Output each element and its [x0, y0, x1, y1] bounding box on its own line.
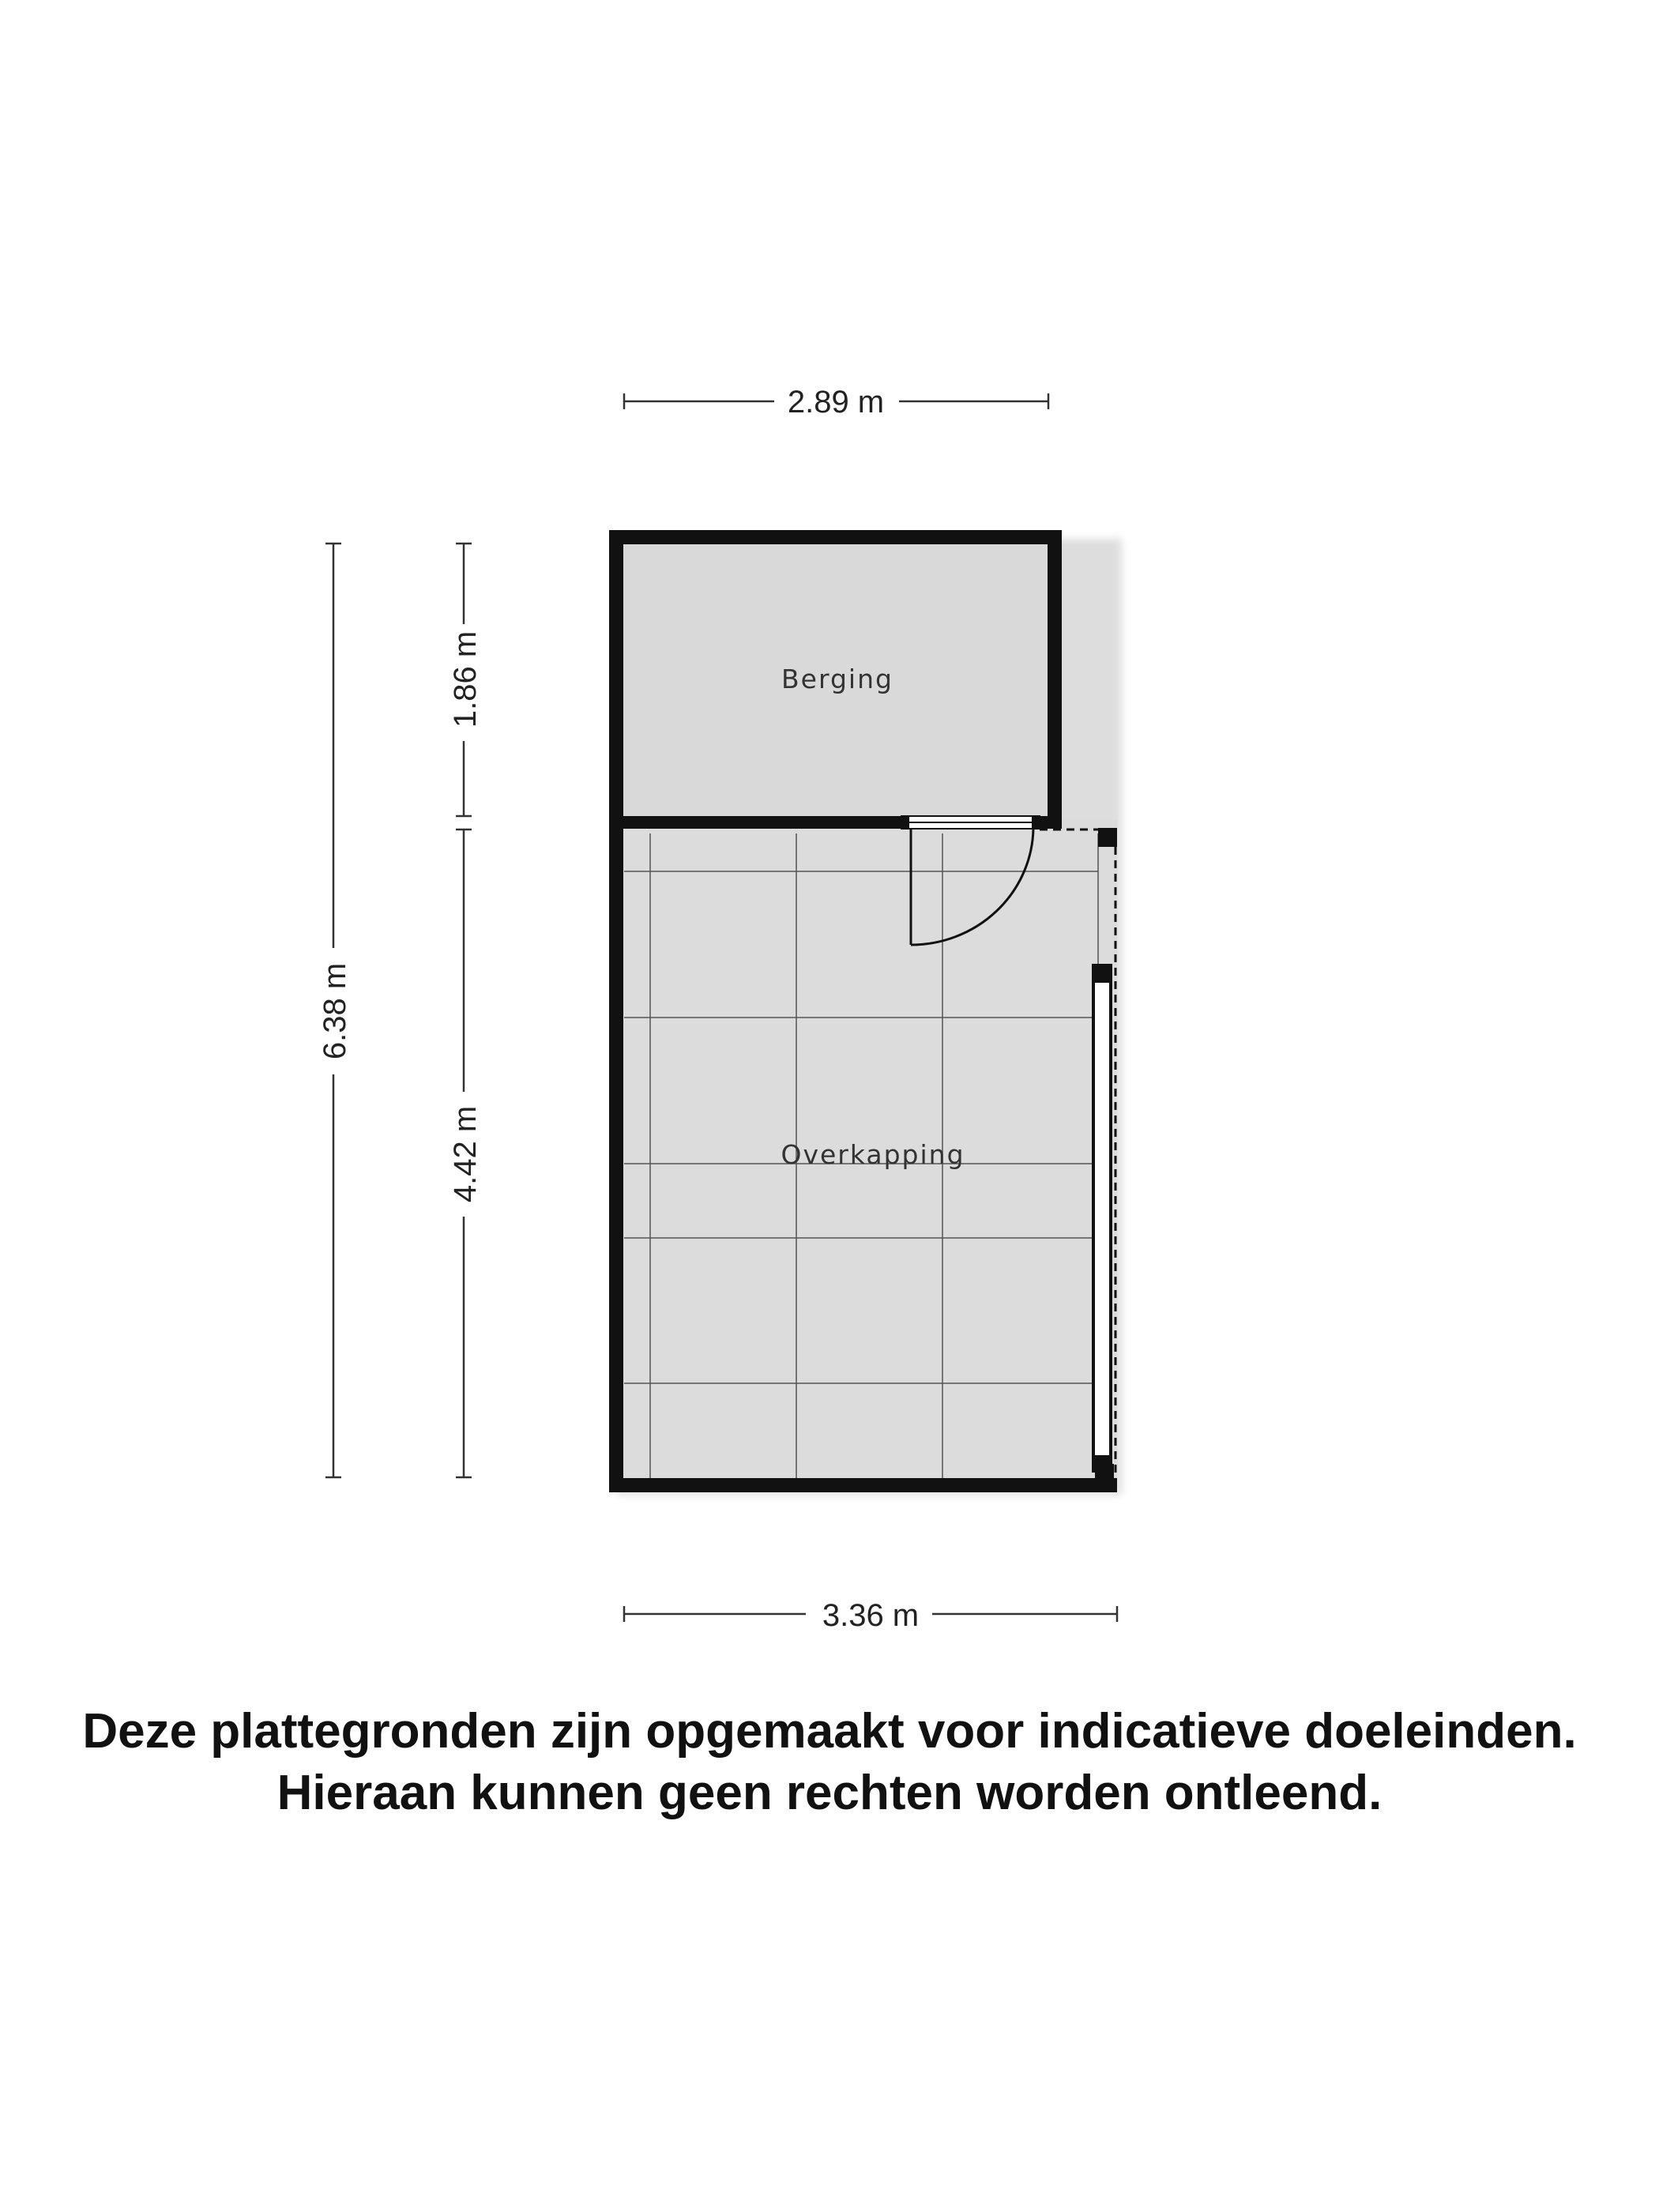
dimension-top-label: 2.89 m: [787, 385, 885, 419]
sliding-panel: [1093, 965, 1111, 1471]
dimension-total-height-label: 6.38 m: [318, 962, 352, 1060]
wall-berging-right: [1048, 530, 1062, 829]
disclaimer-line-2: Hieraan kunnen geen rechten worden ontleend.: [276, 1766, 1382, 1820]
wall-middle-stub: [1040, 816, 1062, 829]
dimension-bottom-label: 3.36 m: [822, 1598, 920, 1633]
door-frame: [901, 816, 1040, 829]
wall-bottom: [609, 1478, 1117, 1492]
wall-left: [609, 530, 623, 1492]
corner-post: [1098, 828, 1117, 847]
dimension-overkapping-height-label: 4.42 m: [448, 1105, 483, 1203]
wall-berging-top: [609, 530, 1062, 544]
room-label-berging: Berging: [781, 664, 893, 694]
wall-middle: [609, 816, 901, 829]
disclaimer-line-1: Deze plattegronden zijn opgemaakt voor indicatieve doeleinden.: [82, 1704, 1577, 1759]
dimension-berging-height-label: 1.86 m: [448, 630, 483, 728]
room-label-overkapping: Overkapping: [781, 1139, 965, 1170]
